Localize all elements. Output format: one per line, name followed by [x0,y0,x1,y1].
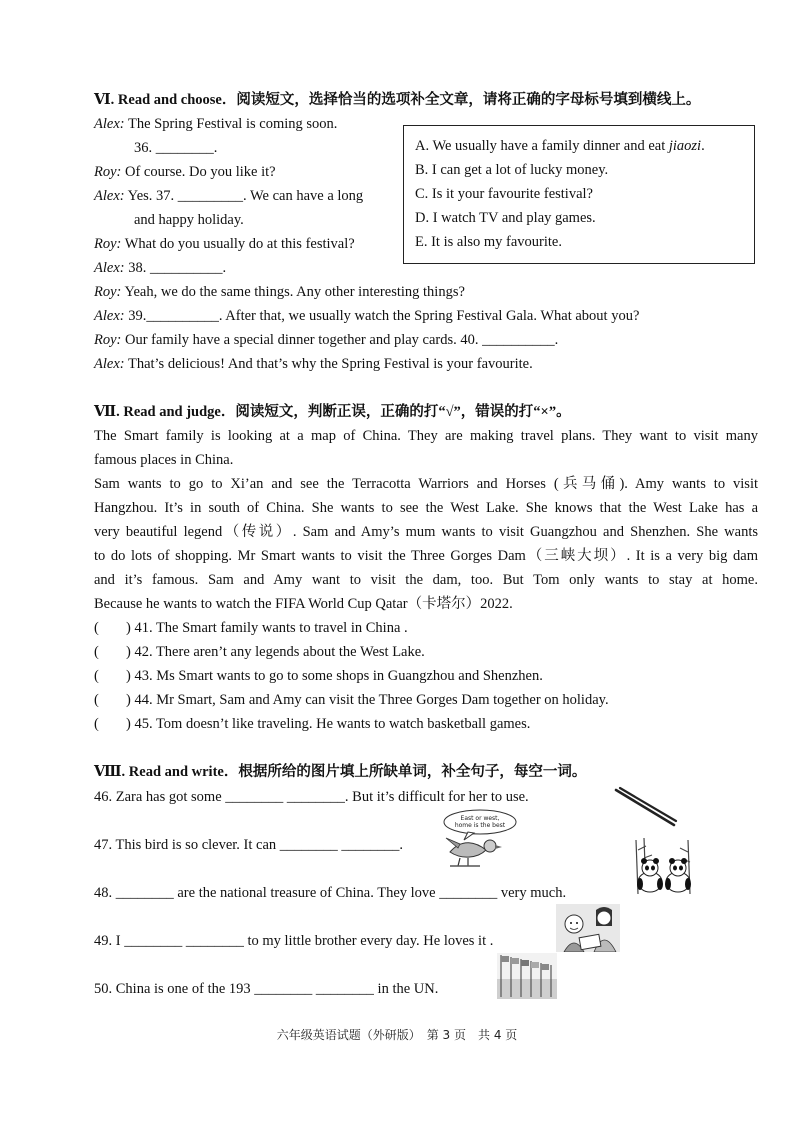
dialogue-line: Roy: Yeah, we do the same things. Any other interesting things? [94,284,465,300]
judge-item: ( ) 45. Tom doesn’t like traveling. He wants to watch basketball games. [94,716,531,732]
dialogue-line: and happy holiday. [134,212,244,228]
chopsticks-icon [610,785,680,830]
write-item: 48. ________ are the national treasure of China. They love ________ very much. [94,885,567,901]
write-item: 49. I ________ ________ to my little brother every day. He loves it . [94,933,494,949]
section6-heading: Ⅵ. Read and choose．阅读短文，选择恰当的选项补全文章，请将正确的字母标号填到横线上。 [94,92,701,108]
section7-heading: Ⅶ. Read and judge．阅读短文，判断正误，正确的打“√”，错误的打“×”。 [94,404,571,420]
dialogue-line: Alex: 38. __________. [94,260,227,276]
dialogue-line: Roy: Our family have a special dinner together and play cards. 40. __________. [94,332,559,348]
write-item: 46. Zara has got some ________ ________. But it’s difficult for her to use. [94,789,529,805]
dialogue-line: Alex: That’s delicious! And that’s why the Spring Festival is your favourite. [94,356,533,372]
dialogue-line: Alex: 39.__________. After that, we usually watch the Spring Festival Gala. What about you? [94,308,640,324]
dialogue-line: Alex: Yes. 37. _________. We can have a long [94,188,364,204]
un-flags-icon [497,953,557,999]
dialogue-line: Alex: The Spring Festival is coming soon. [94,116,338,132]
option-a: A. We usually have a family dinner and eat jiaozi. [415,138,705,154]
svg-text:East or west,: East or west, [460,815,500,822]
section8-heading: Ⅷ. Read and write．根据所给的图片填上所缺单词，补全句子，每空一词。 [94,764,587,780]
write-item: 50. China is one of the 193 ________ ________ in the UN. [94,981,439,997]
dialogue-line: Roy: What do you usually do at this festival? [94,236,355,252]
options-box [403,125,755,264]
judge-item: ( ) 44. Mr Smart, Sam and Amy can visit the Three Gorges Dam together on holiday. [94,692,609,708]
option-b: B. I can get a lot of lucky money. [415,162,609,178]
svg-text:home is the best: home is the best [454,822,506,829]
judge-item: ( ) 43. Ms Smart wants to go to some shops in Guangzhou and Shenzhen. [94,668,543,684]
write-item: 47. This bird is so clever. It can ________ ________. [94,837,404,853]
option-c: C. Is it your favourite festival? [415,186,593,202]
pandas-icon [628,838,700,896]
option-d: D. I watch TV and play games. [415,210,596,226]
reading-to-child-icon [556,904,620,952]
judge-item: ( ) 41. The Smart family wants to travel in China . [94,620,408,636]
talking-bird-icon [440,808,518,870]
option-e: E. It is also my favourite. [415,234,562,250]
page-footer: 六年级英语试题（外研版） 第 3 页 共 4 页 [276,1028,518,1042]
dialogue-line: Roy: Of course. Do you like it? [94,164,276,180]
dialogue-line: 36. ________. [134,140,218,156]
judge-item: ( ) 42. There aren’t any legends about the West Lake. [94,644,425,660]
reading-passage: The Smart family is looking at a map of China. They are making travel plans. They want to visit many famous places in China. Sam wants to go to Xi’an and see the Terracotta Warriors and Horses (兵马俑). Amy wants to visit Hangzhou. It’s in south of China. She wants to see the West Lake. She knows that the West Lake has a very beautiful legend（传说）. Sam and Amy’s mum wants to visit Guangzhou and Shenzhen. She wants to do lots of shopping. Mr Smart wants to visit the Three Gorges Dam（三峡大坝）. It is a very big dam and it’s famous. Sam and Amy want to visit the dam, too. But Tom only wants to stay at home. Because he wants to watch the FIFA World Cup Qatar（卡塔尔）2022. [94,428,758,612]
